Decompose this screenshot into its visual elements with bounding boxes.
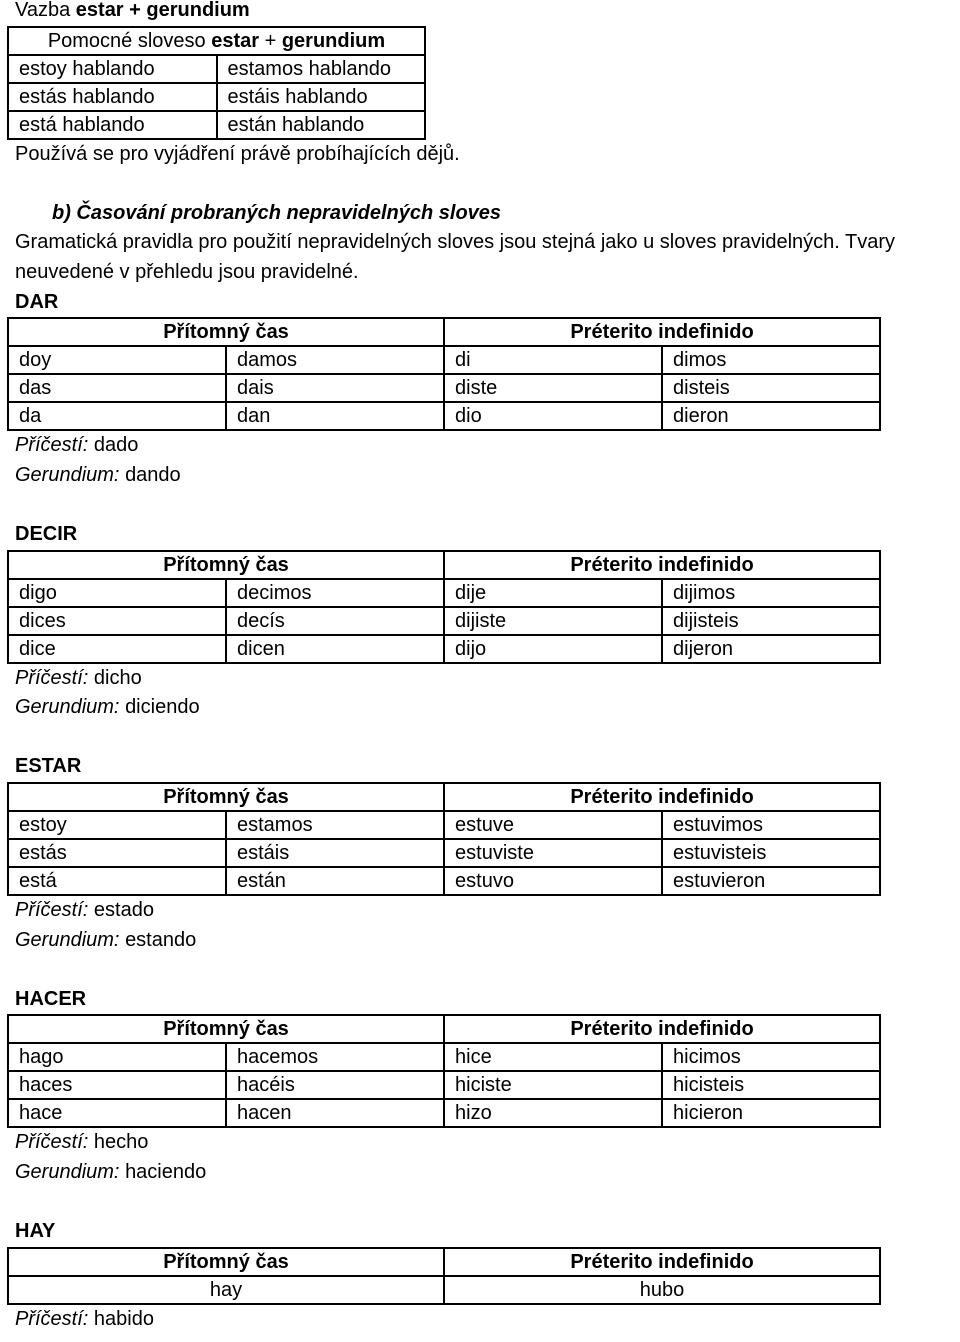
table-row: estás estáis estuviste estuvisteis xyxy=(8,839,880,867)
table-cell: estás hablando xyxy=(8,83,217,111)
gerund-line-decir: Gerundium: diciendo xyxy=(15,696,200,719)
table-row xyxy=(8,55,425,83)
present-header: Přítomný čas xyxy=(8,1015,444,1043)
table-row: dice dicen dijo dijeron xyxy=(8,635,880,663)
table-cell: está hablando xyxy=(8,111,217,139)
verb-title-dar: DAR xyxy=(15,290,59,313)
present-header: Přítomný čas xyxy=(8,551,444,579)
section-b-paragraph-line-2: neuvedené v přehledu jsou pravidelné. xyxy=(15,260,359,283)
present-header: Přítomný čas xyxy=(8,318,444,346)
verb-table-decir xyxy=(7,550,881,664)
verb-title-estar: ESTAR xyxy=(15,755,82,778)
present-header: Přítomný čas xyxy=(8,1248,444,1276)
table-row: das dais diste disteis xyxy=(8,374,880,402)
verb-table-hacer xyxy=(7,1014,881,1128)
preterite-header: Préterito indefinido xyxy=(444,1015,880,1043)
table-row xyxy=(8,111,425,139)
section-b-paragraph-line-1: Gramatická pravidla pro použití nepravidelných sloves jsou stejná jako u sloves pravidelných. Tvary xyxy=(15,231,896,254)
participle-line-estar: Příčestí: estado xyxy=(15,898,154,921)
table-row: da dan dio dieron xyxy=(8,402,880,430)
aux-verb-table xyxy=(7,26,426,140)
table-row: está están estuvo estuvieron xyxy=(8,867,880,895)
hay-present-form: hay xyxy=(8,1276,444,1304)
table-cell: están hablando xyxy=(217,111,426,139)
section-b-title: b) Časování probraných nepravidelných sloves xyxy=(52,201,502,224)
preterite-header: Préterito indefinido xyxy=(444,318,880,346)
verb-table-estar xyxy=(7,782,881,896)
gerund-line-hacer: Gerundium: haciendo xyxy=(15,1160,207,1183)
table-row xyxy=(8,1276,880,1304)
participle-line-hacer: Příčestí: hecho xyxy=(15,1131,149,1154)
gerund-line-estar: Gerundium: estando xyxy=(15,928,197,951)
participle-line-hay: Příčestí: habido xyxy=(15,1307,154,1330)
table-row: doy damos di dimos xyxy=(8,346,880,374)
table-row xyxy=(8,83,425,111)
present-header: Přítomný čas xyxy=(8,783,444,811)
preterite-header: Préterito indefinido xyxy=(444,1248,880,1276)
table-row: haces hacéis hiciste hicisteis xyxy=(8,1071,880,1099)
aux-table-title: Pomocné sloveso estar + gerundium xyxy=(8,27,425,55)
hay-preterite-form: hubo xyxy=(444,1276,880,1304)
verb-title-hay: HAY xyxy=(15,1220,56,1243)
verb-title-decir: DECIR xyxy=(15,522,78,545)
preterite-header: Préterito indefinido xyxy=(444,783,880,811)
table-cell: estamos hablando xyxy=(217,55,426,83)
heading-estar-gerund: Vazba estar + gerundium xyxy=(15,0,250,21)
gerund-line-dar: Gerundium: dando xyxy=(15,463,181,486)
participle-line-dar: Příčestí: dado xyxy=(15,434,139,457)
table-row: hago hacemos hice hicimos xyxy=(8,1043,880,1071)
participle-line-decir: Příčestí: dicho xyxy=(15,666,142,689)
table-row: estoy estamos estuve estuvimos xyxy=(8,811,880,839)
table-cell: estáis hablando xyxy=(217,83,426,111)
verb-title-hacer: HACER xyxy=(15,987,87,1010)
table-row: digo decimos dije dijimos xyxy=(8,579,880,607)
table-cell: estoy hablando xyxy=(8,55,217,83)
usage-note: Používá se pro vyjádření právě probíhajících dějů. xyxy=(15,142,460,165)
document-page xyxy=(15,0,960,1334)
table-row: dices decís dijiste dijisteis xyxy=(8,607,880,635)
preterite-header: Préterito indefinido xyxy=(444,551,880,579)
table-row: hace hacen hizo hicieron xyxy=(8,1099,880,1127)
verb-table-dar xyxy=(7,317,881,431)
verb-table-hay xyxy=(7,1247,881,1305)
